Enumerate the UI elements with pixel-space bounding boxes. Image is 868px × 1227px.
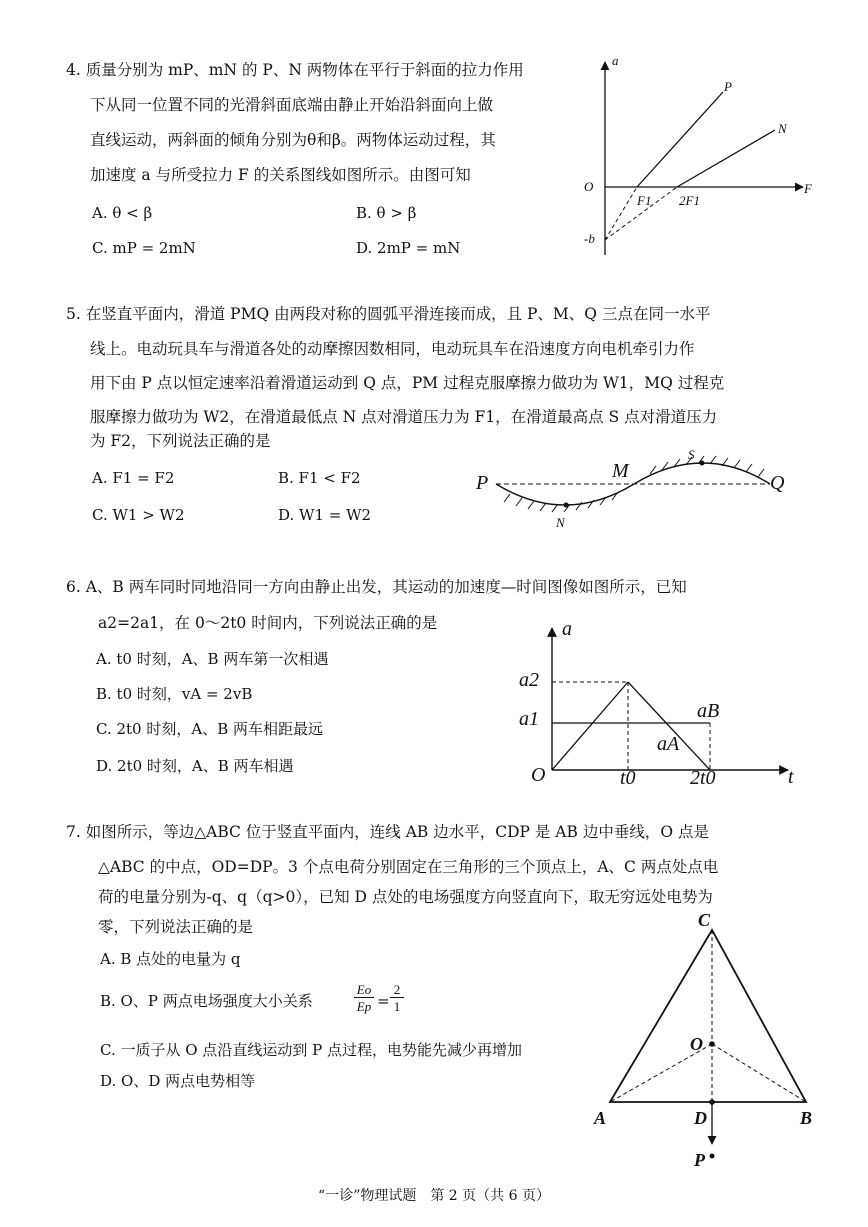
q4-option-d: D. 2mP = mN (356, 239, 461, 257)
q5-track-upper (634, 463, 770, 484)
q5-label-p: P (476, 472, 489, 494)
q7-option-a: A. B 点处的电量为 q (100, 950, 241, 968)
q6-label-o: O (531, 764, 546, 786)
q7-value-num: 2 (390, 982, 404, 998)
q7-label-d: D (694, 1108, 707, 1128)
q6-line-a-down (628, 682, 710, 770)
q6-label-a2: a2 (519, 669, 539, 691)
q7-line-1: 7. 如图所示，等边△ABC 位于竖直平面内，连线 AB 边水平，CDP 是 AB 边中垂线，O 点是 (66, 823, 709, 841)
q6-label-ab: aB (697, 700, 720, 722)
q7-value-den: 1 (393, 999, 401, 1014)
q7-label-b: B (800, 1108, 813, 1128)
q6-option-b: B. t0 时刻，vA = 2vB (96, 685, 253, 703)
q5-option-b: B. F1 < F2 (278, 469, 361, 487)
q7-dashed-ob (712, 1044, 806, 1102)
q6-line-a-up (552, 682, 628, 770)
q6-option-d: D. 2t0 时刻，A、B 两车相遇 (96, 757, 294, 775)
q5-line-2: 线上。电动玩具车与滑道各处的动摩擦因数相同，电动玩具车在沿速度方向电机牵引力作 (90, 340, 695, 358)
q4-label-2f1: 2F1 (679, 193, 700, 208)
q7-frac-num: Eo (354, 982, 374, 998)
q4-line-p (637, 92, 723, 187)
q7-triangle (610, 930, 806, 1102)
q4-line-1: 4. 质量分别为 mP、mN 的 P、N 两物体在平行于斜面的拉力作用 (66, 61, 524, 79)
q5-label-m: M (612, 460, 629, 482)
q7-figure (595, 920, 825, 1175)
page-footer: “一诊”物理试题 第 2 页（共 6 页） (318, 1188, 550, 1204)
q6-graph (540, 620, 800, 790)
q4-line-n (677, 130, 775, 187)
q6-label-t0: t0 (620, 767, 636, 789)
q4-label-f: F (804, 181, 812, 196)
q4-graph (575, 50, 835, 260)
q4-option-a: A. θ < β (92, 204, 153, 222)
q5-point-s (700, 461, 705, 466)
q7-label-c: C (698, 910, 711, 930)
q6-label-aa: aA (657, 733, 680, 755)
q5-line-5: 为 F2，下列说法正确的是 (90, 432, 271, 450)
q5-label-n: N (556, 515, 565, 530)
q5-line-1: 5. 在竖直平面内，滑道 PMQ 由两段对称的圆弧平滑连接而成，且 P、M、Q 三点在同一水平 (66, 305, 711, 323)
q6-option-c: C. 2t0 时刻，A、B 两车相距最远 (96, 720, 323, 738)
q7-line-2: △ABC 的中点，OD=DP。3 个点电荷分别固定在三角形的三个顶点上，A、C 两点处点电 (98, 858, 719, 876)
q4-label-minus-b: -b (584, 231, 595, 246)
q4-option-b: B. θ > β (356, 204, 417, 222)
q4-label-o: O (584, 179, 594, 194)
q4-label-p: P (724, 79, 732, 94)
q7-point-d (709, 1099, 715, 1105)
q6-line-1: 6. A、B 两车同时同地沿同一方向由静止出发，其运动的加速度—时间图像如图所示，已知 (66, 578, 687, 596)
q4-label-f1: F1 (637, 193, 652, 208)
q7-frac-den: Ep (356, 999, 372, 1014)
q4-dashed-p (605, 187, 637, 240)
q5-figure (470, 440, 800, 530)
q7-option-b: B. O、P 两点电场强度大小关系 (100, 992, 313, 1010)
q4-line-4: 加速度 a 与所受拉力 F 的关系图线如图所示。由图可知 (90, 166, 471, 184)
q6-option-a: A. t0 时刻，A、B 两车第一次相遇 (96, 650, 329, 668)
q4-option-c: C. mP = 2mN (92, 239, 196, 257)
q6-label-t: t (788, 766, 794, 788)
q5-option-d: D. W1 = W2 (278, 506, 372, 524)
q5-line-4: 服摩擦力做功为 W2，在滑道最低点 N 点对滑道压力为 F1，在滑道最高点 S 点对滑道压力 (90, 408, 718, 426)
q7-line-3: 荷的电量分别为-q、q（q>0），已知 D 点处的电场强度方向竖直向下，取无穷远处电势为 (98, 888, 713, 906)
q5-option-c: C. W1 > W2 (92, 506, 185, 524)
q4-line-2: 下从同一位置不同的光滑斜面底端由静止开始沿斜面向上做 (90, 96, 494, 114)
q6-label-a1: a1 (519, 708, 539, 730)
q6-line-2: a2=2a1，在 0～2t0 时间内，下列说法正确的是 (98, 614, 438, 632)
q7-label-a: A (594, 1108, 607, 1128)
q6-label-a: a (562, 618, 572, 640)
q5-track-lower (496, 484, 634, 505)
q5-point-n (564, 503, 569, 508)
q7-option-c: C. 一质子从 O 点沿直线运动到 P 点过程，电势能先减少再增加 (100, 1041, 522, 1059)
q5-label-q: Q (770, 472, 785, 494)
q4-line-3: 直线运动，两斜面的倾角分别为θ和β。两物体运动过程，其 (90, 131, 496, 149)
q7-frac-eq: = (377, 992, 390, 1010)
q5-line-3: 用下由 P 点以恒定速率沿着滑道运动到 Q 点，PM 过程克服摩擦力做功为 W1，MQ 过程克 (90, 374, 725, 392)
q5-option-a: A. F1 = F2 (92, 469, 175, 487)
q4-label-a: a (612, 53, 619, 68)
q5-label-s: S (688, 447, 695, 462)
q7-label-p: P (694, 1150, 705, 1170)
q7-option-d: D. O、D 两点电势相等 (100, 1072, 256, 1090)
q7-label-o: O (690, 1034, 703, 1054)
q4-label-n: N (778, 121, 787, 136)
q7-point-o (709, 1041, 715, 1047)
q6-label-2t0: 2t0 (690, 767, 716, 789)
q7-point-p (710, 1154, 715, 1159)
q7-line-4: 零，下列说法正确的是 (98, 918, 254, 936)
